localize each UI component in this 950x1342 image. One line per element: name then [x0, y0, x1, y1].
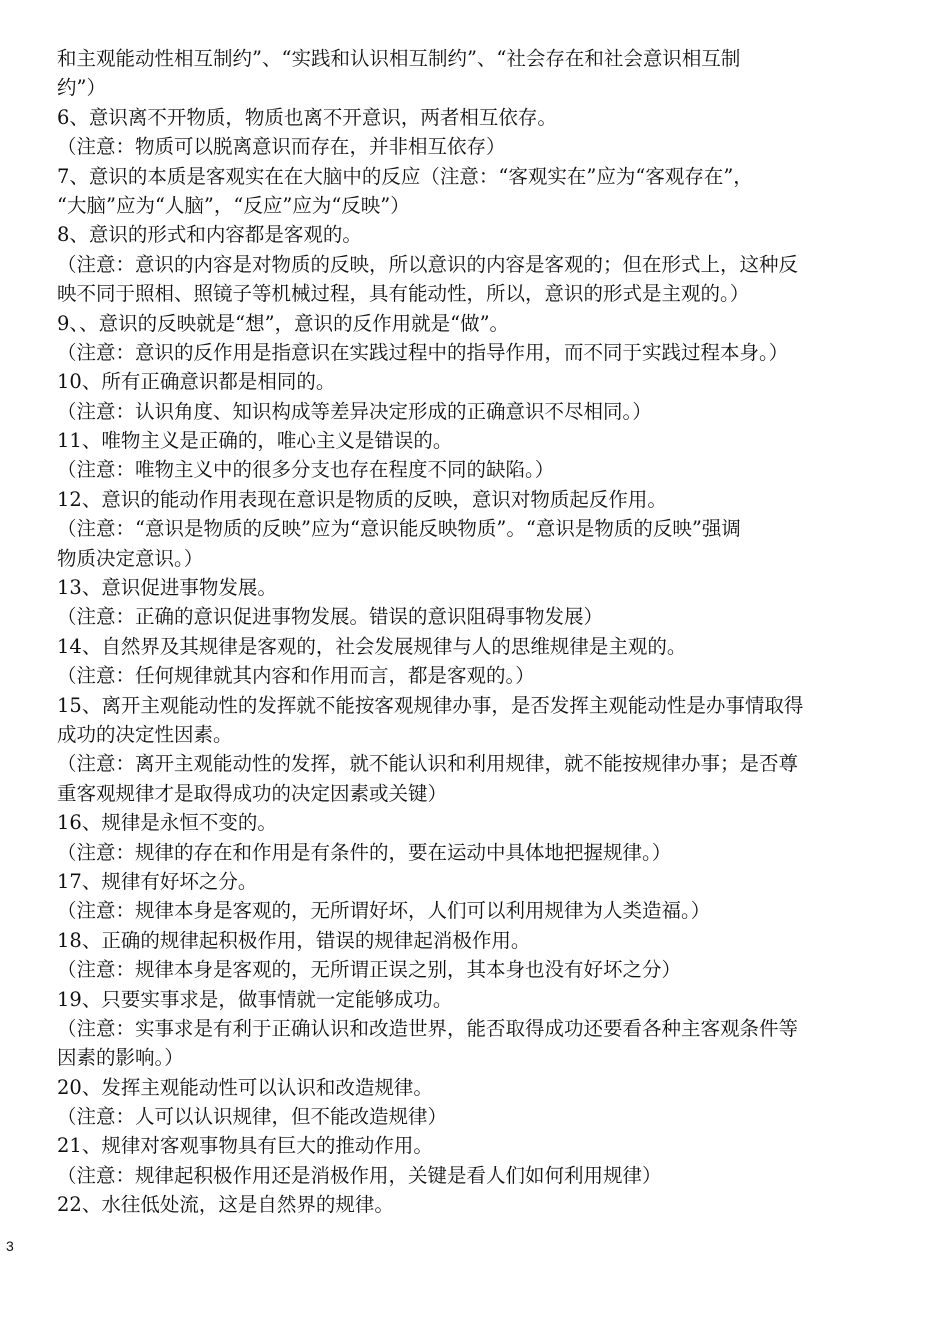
text-line: （注意：规律本身是客观的，无所谓正误之别，其本身也没有好坏之分） [57, 958, 682, 982]
text-line: 映不同于照相、照镜子等机械过程，具有能动性，所以，意识的形式是主观的。） [57, 282, 750, 306]
text-line: 7、意识的本质是客观实在在大脑中的反应（注意：“客观实在”应为“客观存在”， [57, 164, 753, 188]
text-line: 15、离开主观能动性的发挥就不能按客观规律办事，是否发挥主观能动性是办事情取得 [57, 693, 804, 717]
text-line: 13、意识促进事物发展。 [57, 576, 277, 600]
text-line: 因素的影响。） [57, 1046, 184, 1070]
text-line: 21、规律对客观事物具有巨大的推动作用。 [57, 1134, 433, 1158]
text-line: 19、只要实事求是，做事情就一定能够成功。 [57, 987, 453, 1011]
text-line: 约”） [57, 76, 106, 100]
text-line: （注意：“意识是物质的反映”应为“意识能反映物质”。“意识是物质的反映”强调 [57, 517, 741, 541]
text-line: （注意：规律本身是客观的，无所谓好坏，人们可以利用规律为人类造福。） [57, 899, 711, 923]
text-line: 22、水往低处流，这是自然界的规律。 [57, 1193, 394, 1217]
text-line: （注意：离开主观能动性的发挥，就不能认识和利用规律，就不能按规律办事；是否尊 [57, 752, 799, 776]
text-line: （注意：意识的反作用是指意识在实践过程中的指导作用，而不同于实践过程本身。） [57, 340, 789, 364]
text-line: 8、意识的形式和内容都是客观的。 [57, 223, 362, 247]
text-line: 6、意识离不开物质，物质也离不开意识，两者相互依存。 [57, 105, 557, 129]
text-line: （注意：规律起积极作用还是消极作用，关键是看人们如何利用规律） [57, 1163, 662, 1187]
text-line: 成功的决定性因素。 [57, 722, 233, 746]
text-line: 17、规律有好坏之分。 [57, 869, 258, 893]
text-line: （注意：实事求是有利于正确认识和改造世界，能否取得成功还要看各种主客观条件等 [57, 1016, 799, 1040]
text-line: 20、发挥主观能动性可以认识和改造规律。 [57, 1075, 433, 1099]
document-body [57, 44, 902, 1220]
text-line: 10、所有正确意识都是相同的。 [57, 370, 336, 394]
text-line: “大脑”应为“人脑”，“反应”应为“反映”） [57, 193, 410, 217]
text-line: （注意：意识的内容是对物质的反映，所以意识的内容是客观的；但在形式上，这种反 [57, 252, 799, 276]
text-line: （注意：物质可以脱离意识而存在，并非相互依存） [57, 135, 506, 159]
text-line: （注意：规律的存在和作用是有条件的，要在运动中具体地把握规律。） [57, 840, 672, 864]
text-line: 16、规律是永恒不变的。 [57, 811, 277, 835]
text-line: 12、意识的能动作用表现在意识是物质的反映，意识对物质起反作用。 [57, 487, 667, 511]
text-line: （注意：正确的意识促进事物发展。错误的意识阻碍事物发展） [57, 605, 604, 629]
page-number: 3 [6, 1238, 14, 1254]
text-line: 物质决定意识。） [57, 546, 204, 570]
text-line: 9、、意识的反映就是“想”，意识的反作用就是“做”。 [57, 311, 510, 335]
text-line: （注意：任何规律就其内容和作用而言，都是客观的。） [57, 664, 535, 688]
text-line: 重客观规律才是取得成功的决定因素或关键） [57, 781, 448, 805]
text-line: （注意：认识角度、知识构成等差异决定形成的正确意识不尽相同。） [57, 399, 652, 423]
text-line: 11、唯物主义是正确的，唯心主义是错误的。 [57, 429, 453, 453]
text-line: 18、正确的规律起积极作用，错误的规律起消极作用。 [57, 928, 531, 952]
text-line: 14、自然界及其规律是客观的，社会发展规律与人的思维规律是主观的。 [57, 634, 687, 658]
text-line: （注意：唯物主义中的很多分支也存在程度不同的缺陷。） [57, 458, 555, 482]
text-line: 和主观能动性相互制约”、“实践和认识相互制约”、“社会存在和社会意识相互制 [57, 47, 741, 70]
text-line: （注意：人可以认识规律，但不能改造规律） [57, 1105, 448, 1129]
